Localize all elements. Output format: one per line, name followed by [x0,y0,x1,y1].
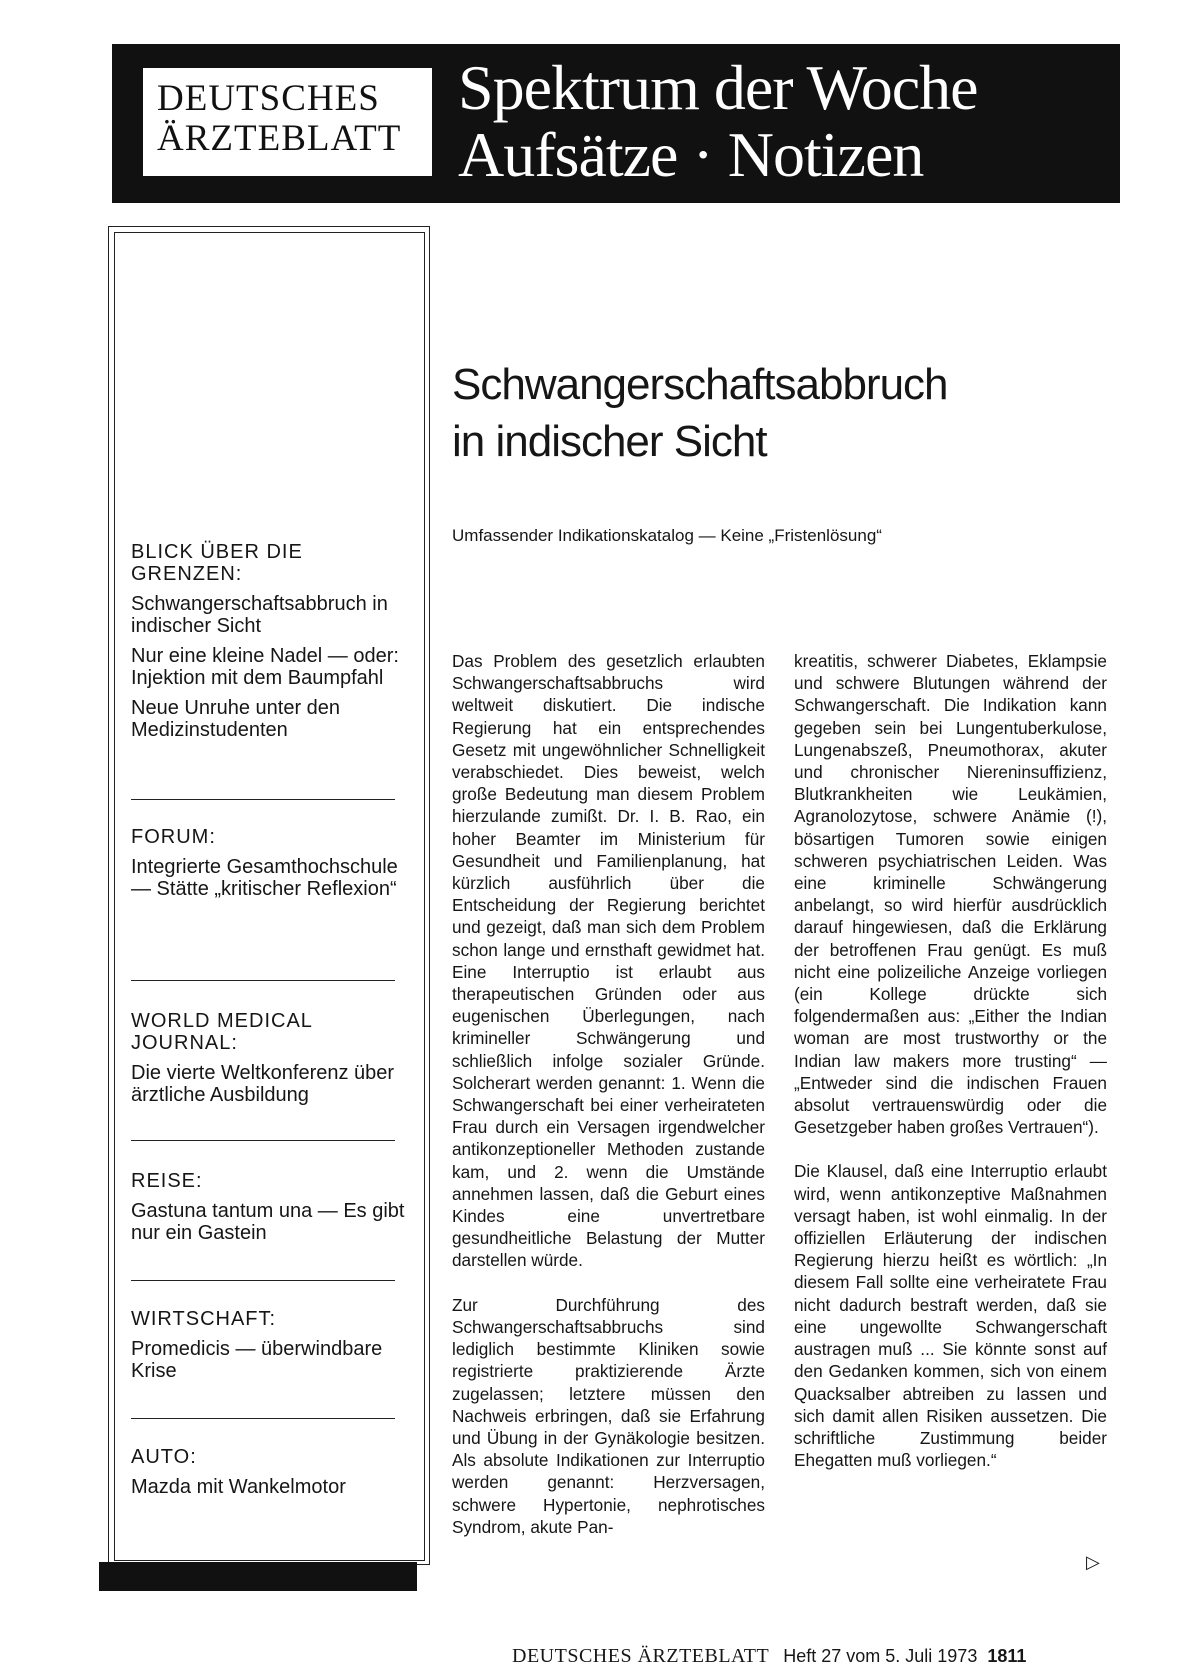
sidebar-section-heading: WIRTSCHAFT: [131,1308,277,1330]
article-paragraph: Zur Durchführung des Schwangerschaftsabbruchs sind lediglich bestimmte Kliniken sowie registrierte praktizierende Ärzte zugelassen; letztere müssen den Nachweis erbringen, daß sie Erfahrung und Übung in der Gynäkologie besitzen. Als absolute Indikationen zur Interruptio werden genannt: Herzversagen, schwere Hypertonie, nephrotisches Syndrom, akute Pan- [452,1294,765,1537]
sidebar-divider [131,1140,395,1141]
sidebar-footer-bar [99,1562,417,1591]
sidebar-section-heading: AUTO: [131,1446,197,1468]
article-column-left [452,650,765,1538]
footer-page-number: 1811 [987,1646,1027,1666]
sidebar-item-schwangerschaftsabbruch[interactable]: Schwangerschaftsabbruch in indischer Sicht [131,593,388,637]
footer-journal-name: DEUTSCHES ÄRZTEBLATT [512,1645,770,1667]
footer-issue: Heft 27 vom 5. Juli 1973 [783,1646,978,1666]
sidebar-section-reise [131,1170,413,1252]
sidebar-divider [131,1418,395,1419]
logo-line-1: DEUTSCHES [157,78,380,119]
sidebar-item-nadel[interactable]: Nur eine kleine Nadel — oder: Injektion mit dem Baumpfahl [131,645,399,689]
sidebar-item-gesamthochschule[interactable]: Integrierte Gesamthochschule — Stätte „kritischer Reflexion“ [131,856,398,900]
sidebar-section-heading: WORLD MEDICAL JOURNAL: [131,1010,313,1054]
article-paragraph: Die Klausel, daß eine Interruptio erlaubt wird, wenn antikonzeptive Maßnahmen versagt haben, ist wohl einmalig. In der offiziellen Erläuterung der indischen Regierung hierzu heißt es wörtlich: „In diesem Fall sollte eine verheiratete Frau nicht dadurch bestraft werden, daß sie eine ungewollte Schwangerschaft austragen muß ... Sie könnte sonst auf den Gedanken kommen, sich von einem Quacksalber abtreiben zu lassen und sich damit allen Risiken aussetzen. Die schriftliche Zustimmung beider Ehegatten muß vorliegen.“ [794,1161,1107,1471]
article-paragraph: kreatitis, schwerer Diabetes, Eklampsie und schwere Blutungen während der Schwangerschaft. Die Indikation kann gegeben sein bei Lungentuberkulose, Lungenabszeß, Pneumothorax, akuter und chronischer Niereninsuffizienz, Blutkrankheiten wie Leukämien, Agranolozytose, schwere Anämie (!), bösartigen Tumoren sowie einigen schweren psychiatrischen Leiden. Was eine kriminelle Schwängerung anbelangt, so wird hierfür ausdrücklich darauf hingewiesen, daß die Erklärung der betroffenen Frau genügt. Es muß nicht eine polizeiliche Anzeige vorliegen (ein Kollege drückte sich folgendermaßen aus: „Either the Indian woman are most trustworthy or the Indian law makers more trusting“ — „Entweder sind die indischen Frauen absolut vertrauenswürdig oder die Gesetzgeber haben großes Vertrauen“). [794,651,1107,1138]
masthead-heading-line-1: Spektrum der Woche [458,52,978,123]
sidebar-section-forum [131,826,413,908]
sidebar-section-heading: REISE: [131,1170,203,1192]
article-title-line-2: in indischer Sicht [452,417,767,466]
sidebar-section-blick [131,541,413,749]
sidebar-divider [131,980,395,981]
sidebar-section-wirtschaft [131,1308,413,1390]
sidebar-divider [131,799,395,800]
continued-arrow-icon: ▷ [1086,1552,1100,1572]
sidebar-section-world-medical-journal [131,1010,413,1114]
sidebar-section-auto [131,1446,413,1506]
sidebar-item-promedicis[interactable]: Promedicis — überwindbare Krise [131,1338,383,1382]
article-column-right [794,650,1107,1471]
article-paragraph: Das Problem des gesetzlich erlaubten Schwangerschaftsabbruchs wird weltweit diskutiert. Die indische Regierung hat ein entsprechendes Gesetz mit ungewöhnlicher Schnelligkeit verabschiedet. Dies beweist, welch große Bedeutung man diesem Problem hierzulande zumißt. Dr. I. B. Rao, ein hoher Beamter im Ministerium für Gesundheit und Familienplanung, hat kürzlich ausführlich über die Entscheidung der Regierung berichtet und gezeigt, daß man sich dem Problem schon lange und ernsthaft gewidmet hat. Eine Interruptio ist erlaubt aus therapeutischen Gründen oder aus eugenischen Überlegungen, nach krimineller Schwängerung und schließlich infolge sozialer Gründe. Solcherart werden genannt: 1. Wenn die Schwangerschaft bei einer verheirateten Frau durch ein Versagen irgendwelcher antikonzeptioneller Methoden zustande kam, und 2. wenn die Umstände annehmen lassen, daß die Geburt eines Kindes eine unvertretbare gesundheitliche Belastung der Mutter darstellen würde. [452,651,765,1271]
sidebar-item-weltkonferenz[interactable]: Die vierte Weltkonferenz über ärztliche Ausbildung [131,1062,395,1106]
masthead [112,44,1120,203]
sidebar-divider [131,1280,395,1281]
logo-line-2: ÄRZTEBLATT [157,118,402,159]
sidebar-section-heading: BLICK ÜBER DIE GRENZEN: [131,541,303,585]
article-title-line-1: Schwangerschaftsabbruch [452,360,948,409]
journal-logo [143,68,432,176]
sidebar-item-mazda[interactable]: Mazda mit Wankelmotor [131,1476,346,1498]
masthead-heading-line-2: Aufsätze · Notizen [458,119,924,190]
sidebar-item-unruhe[interactable]: Neue Unruhe unter den Medizinstudenten [131,697,341,741]
page-footer [512,1645,1026,1668]
article-subtitle: Umfassender Indikationskatalog — Keine „Fristenlösung“ [452,526,882,545]
sidebar-section-heading: FORUM: [131,826,216,848]
sidebar-item-gastein[interactable]: Gastuna tantum una — Es gibt nur ein Gastein [131,1200,405,1244]
